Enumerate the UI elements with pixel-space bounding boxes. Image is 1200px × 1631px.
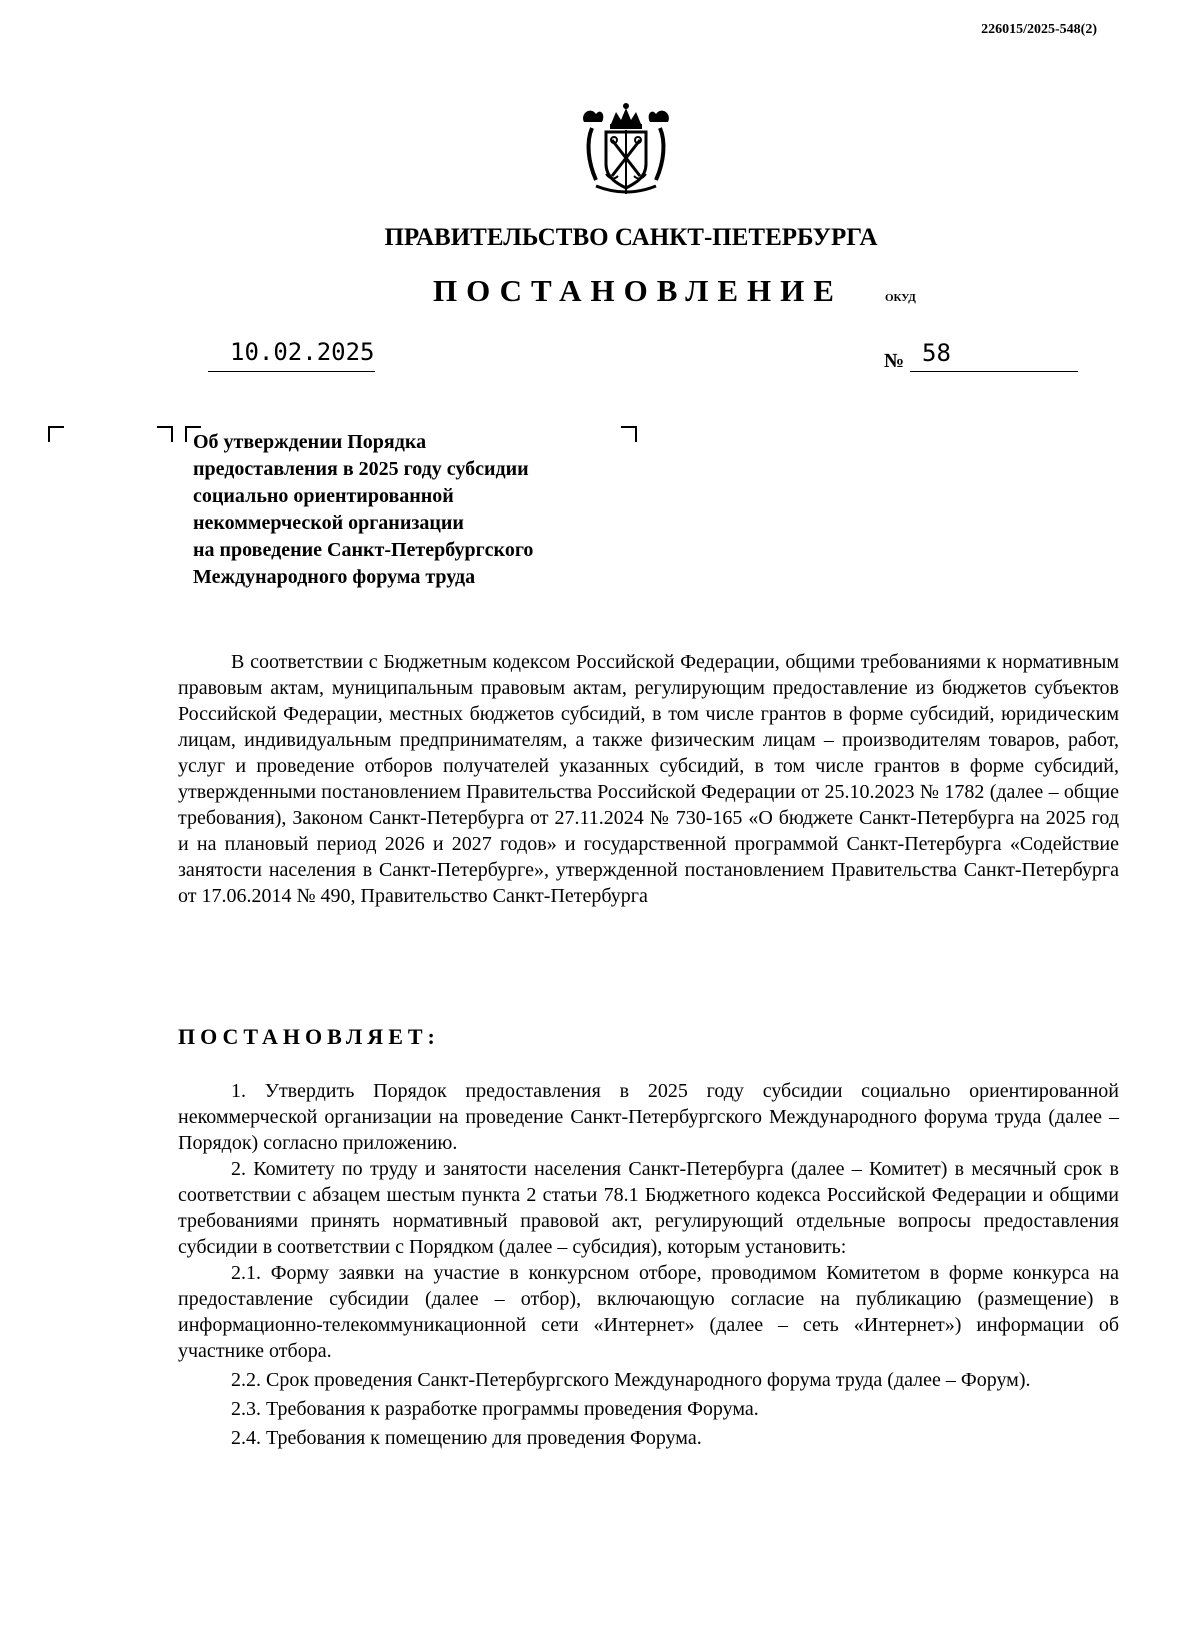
resolves-heading: ПОСТАНОВЛЯЕТ: bbox=[178, 1024, 440, 1049]
subject-line: предоставления в 2025 году субсидии bbox=[193, 458, 529, 480]
okud-label: ОКУД bbox=[885, 292, 916, 304]
resolution-item: 2.2. Срок проведения Санкт-Петербургского Международного форума труда (далее – Форум). bbox=[231, 1369, 1031, 1391]
corner-mark bbox=[157, 426, 173, 442]
coat-of-arms-emblem bbox=[576, 102, 676, 198]
resolution-item: 2.3. Требования к разработке программы проведения Форума. bbox=[231, 1398, 759, 1420]
subject-line: на проведение Санкт-Петербургского bbox=[193, 539, 534, 561]
corner-mark bbox=[48, 426, 64, 442]
number-underline bbox=[910, 371, 1078, 372]
subject-line: некоммерческой организации bbox=[193, 512, 464, 534]
resolution-item: 2. Комитету по труду и занятости населения Санкт-Петербурга (далее – Комитет) в месячный срок в соответствии с абзацем шестым пункта 2 статьи 78.1 Бюджетного кодекса Российской Федерации и общими требованиями принять нормативный правовой акт, регулирующий отдельные вопросы предоставления субсидии в соответствии с Порядком (далее – субсидия), которым установить: bbox=[178, 1158, 1119, 1258]
registration-number: 226015/2025-548(2) bbox=[981, 22, 1097, 37]
document-date: 10.02.2025 bbox=[230, 338, 375, 366]
document-type-title: ПОСТАНОВЛЕНИЕ bbox=[433, 273, 843, 308]
subject-line: Об утверждении Порядка bbox=[193, 431, 427, 453]
subject-line: Международного форума труда bbox=[193, 566, 476, 588]
government-title: ПРАВИТЕЛЬСТВО САНКТ-ПЕТЕРБУРГА bbox=[384, 224, 878, 251]
document-subject bbox=[193, 429, 633, 591]
number-label: № bbox=[884, 350, 905, 372]
resolution-items bbox=[178, 1078, 1119, 1451]
resolution-item: 1. Утвердить Порядок предоставления в 2025 году субсидии социально ориентированной некоммерческой организации на проведение Санкт-Петербургского Международного форума труда (далее – Порядок) согласно приложению. bbox=[178, 1080, 1119, 1154]
subject-line: социально ориентированной bbox=[193, 485, 454, 507]
document-number: 58 bbox=[922, 339, 951, 367]
resolution-item: 2.4. Требования к помещению для проведения Форума. bbox=[231, 1427, 702, 1449]
preamble-paragraph: В соответствии с Бюджетным кодексом Российской Федерации, общими требованиями к нормативным правовым актам, муниципальным правовым актам, регулирующим предоставление из бюджетов субъектов Российской Федерации, местных бюджетов субсидий, в том числе грантов в форме субсидий, юридическим лицам, индивидуальным предпринимателям, а также физическим лицам – производителям товаров, работ, услуг и проведение отборов получателей указанных субсидий, в том числе грантов в форме субсидий, утвержденными постановлением Правительства Российской Федерации от 25.10.2023 № 1782 (далее – общие требования), Законом Санкт-Петербурга от 27.11.2024 № 730-165 «О бюджете Санкт-Петербурга на 2025 год и на плановый период 2026 и 2027 годов» и государственной программой Санкт-Петербурга «Содействие занятости населения в Санкт-Петербурге», утвержденной постановлением Правительства Санкт-Петербурга от 17.06.2014 № 490, Правительство Санкт-Петербурга bbox=[178, 651, 1119, 907]
date-underline bbox=[208, 371, 375, 372]
resolution-item: 2.1. Форму заявки на участие в конкурсном отборе, проводимом Комитетом в форме конкурса на предоставление субсидии (далее – отбор), включающую согласие на публикацию (размещение) в информационно-телекоммуникационной сети «Интернет» (далее – сеть «Интернет») информации об участнике отбора. bbox=[178, 1262, 1119, 1362]
